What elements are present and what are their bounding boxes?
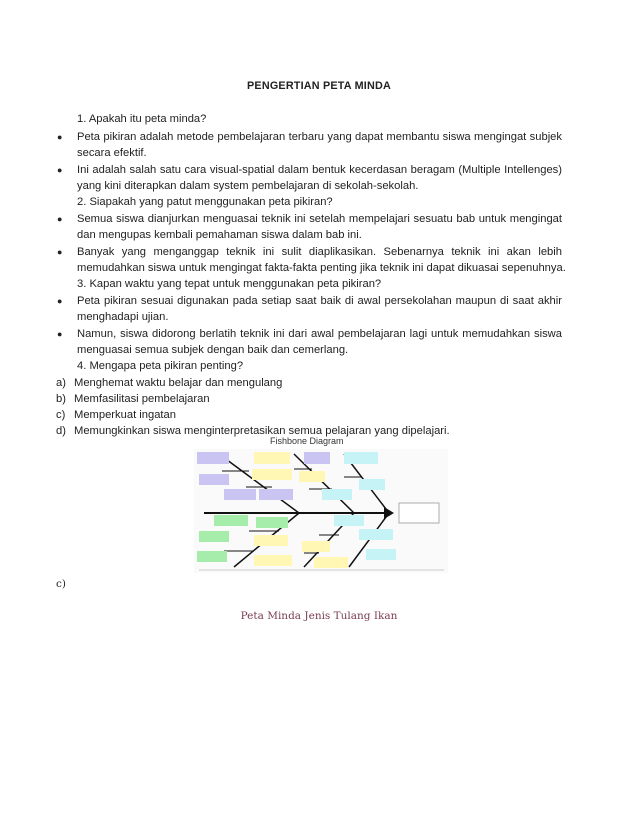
list-item-label: d) [56,425,66,437]
cause-box [254,452,290,464]
fishbone-diagram [194,449,448,573]
figure-label-c: c) [56,578,66,590]
effect-box [399,503,439,523]
bullet-dot: ● [57,165,63,175]
bullet-2-line-2: yang kini diterapkan dalam system pembelajaran di sekolah-sekolah. [77,180,419,192]
question-3: 3. Kapan waktu yang tepat untuk menggunakan peta pikiran? [77,278,382,290]
cause-box [214,515,248,526]
question-1: 1. Apakah itu peta minda? [77,113,207,125]
cause-box [252,469,292,480]
cause-box [197,551,227,562]
cause-box [299,471,325,482]
page-title: PENGERTIAN PETA MINDA [247,80,391,92]
list-item-text: Memfasilitasi pembelajaran [74,393,210,405]
cause-box [199,474,229,485]
cause-box [359,479,385,490]
cause-box [256,517,288,528]
bullet-1-line-2: secara efektif. [77,147,147,159]
question-4: 4. Mengapa peta pikiran penting? [77,360,244,372]
figure-caption: Peta Minda Jenis Tulang Ikan [240,610,398,622]
cause-box [359,529,393,540]
cause-box [224,489,256,500]
bullet-dot: ● [57,296,63,306]
cause-box [304,452,330,464]
bullet-4-line-2: memudahkan siswa untuk mengingat fakta-fakta penting jika teknik ini dapat dikuasai sepenuhnya. [77,262,566,274]
bullet-6-line-2: menguasai semua subjek dengan baik dan cemerlang. [77,344,349,356]
cause-box [366,549,396,560]
bullet-5-line-1: Peta pikiran sesuai digunakan pada setiap saat baik di awal persekolahan maupun di saat akhir [77,295,562,307]
cause-box [334,515,364,526]
bullet-dot: ● [57,214,63,224]
question-2: 2. Siapakah yang patut menggunakan peta pikiran? [77,196,333,208]
bullet-5-line-2: menghadapi ujian. [77,311,169,323]
cause-box [254,535,288,546]
bullet-3-line-1: Semua siswa dianjurkan menguasai teknik ini setelah mempelajari sesuatu bab untuk mengingat [77,213,562,225]
bullet-6-line-1: Namun, siswa didorong berlatih teknik ini dari awal pembelajaran lagi untuk memudahkan siswa [77,328,562,340]
list-item-label: c) [56,409,66,421]
cause-box [322,489,352,500]
cause-box [197,452,229,464]
bullet-1-line-1: Peta pikiran adalah metode pembelajaran terbaru yang dapat membantu siswa mengingat subjek [77,131,562,143]
bullet-3-line-2: dan mengupas kembali pemahaman siswa dalam bab ini. [77,229,362,241]
list-item-text: Memungkinkan siswa menginterpretasikan semua pelajaran yang dipelajari. [74,425,450,437]
cause-box [302,541,330,552]
fishbone-diagram-title: Fishbone Diagram [270,436,344,446]
bullet-dot: ● [57,247,63,257]
bullet-2-line-1: Ini adalah salah satu cara visual-spatial dalam bentuk kecerdasan beragam (Multiple Intellenges) [77,164,562,176]
bullet-dot: ● [57,329,63,339]
list-item-label: b) [56,393,66,405]
bullet-dot: ● [57,132,63,142]
list-item-text: Menghemat waktu belajar dan mengulang [74,377,283,389]
cause-box [259,489,293,500]
cause-box [199,531,229,542]
bullet-4-line-1: Banyak yang menganggap teknik ini sulit diaplikasikan. Sebenarnya teknik ini akan lebih [77,246,562,258]
list-item-text: Memperkuat ingatan [74,409,176,421]
cause-box [254,555,292,566]
cause-box [344,452,378,464]
list-item-label: a) [56,377,66,389]
cause-box [314,557,348,568]
